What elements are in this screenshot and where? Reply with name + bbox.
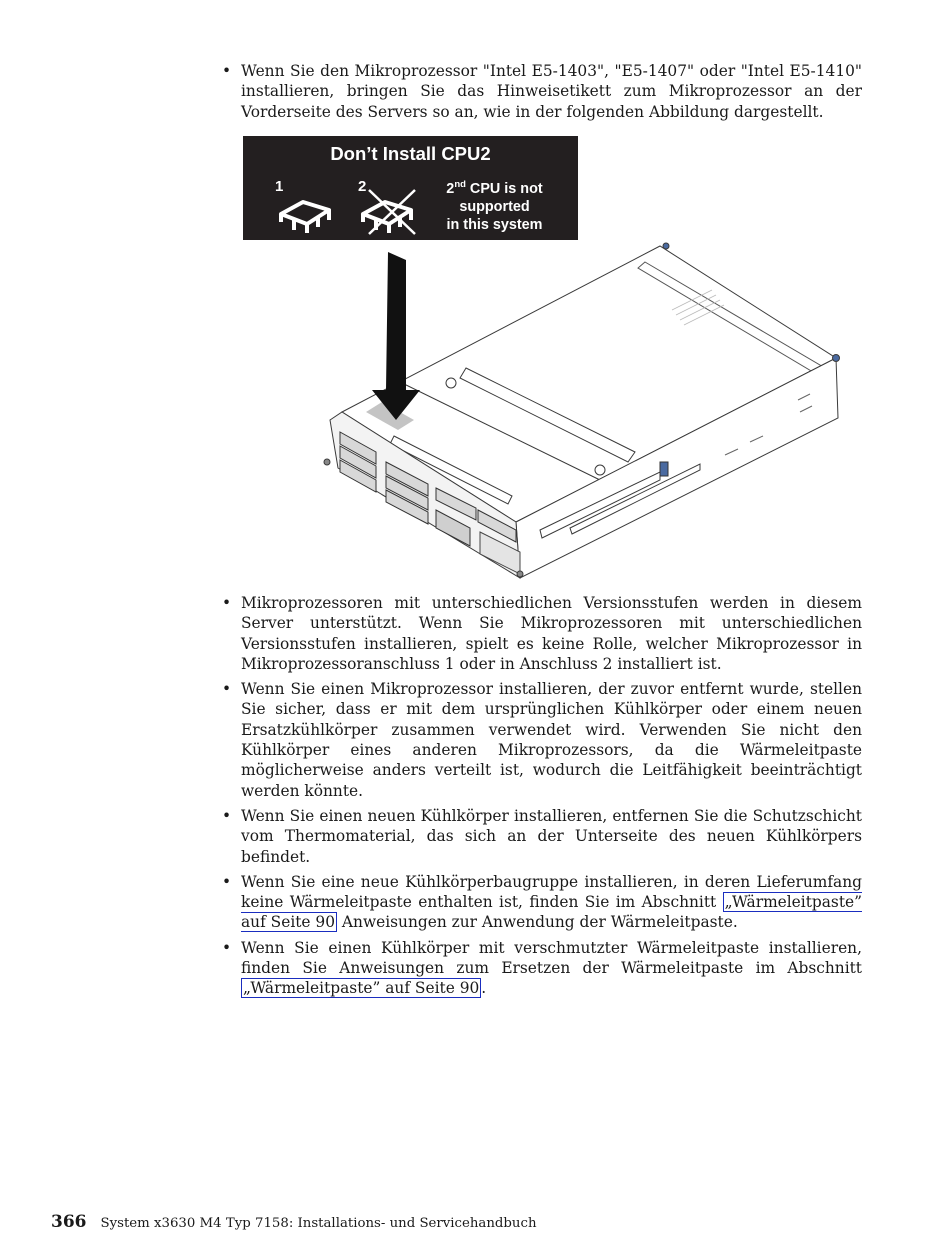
down-arrow-icon (370, 250, 430, 425)
bullet-text: Wenn Sie einen Kühlkörper mit verschmutzter Wärmeleitpaste installieren, finden Sie Anweisungen zum Ersetzen der Wärmeleitpaste im Abschnitt (241, 938, 862, 978)
cpu-warning-label (243, 136, 578, 240)
list-item (222, 806, 862, 867)
cpu-chip-crossed-icon (359, 186, 421, 238)
page-number: 366 (51, 1212, 87, 1232)
cpu1-number: 1 (275, 178, 284, 195)
list-item (222, 938, 862, 999)
bullet-text: . (481, 979, 487, 998)
cross-reference-link[interactable]: „Wärmeleitpaste” auf Seite 90 (241, 893, 862, 932)
cpu-chip-icon (277, 196, 335, 236)
bullet-text: Wenn Sie eine neue Kühlkörperbaugruppe installieren, in deren Lieferumfang keine Wärmeleitpaste enthalten ist, finden Sie im Abschnitt (241, 872, 862, 912)
list-item (222, 679, 862, 801)
note-line2: supported (459, 198, 530, 215)
label-title: Don’t Install CPU2 (330, 143, 491, 164)
intro-bullet-text: Wenn Sie den Mikroprozessor "Intel E5-1403", "E5-1407" oder "Intel E5-1410" installieren, bringen Sie das Hinweisetikett zum Mikroprozessor an der Vorderseite des Servers so an, wie in der folgenden Abbildung dargestellt. (241, 62, 862, 121)
note-superscript: nd (454, 179, 466, 190)
bullet-text: Mikroprozessoren mit unterschiedlichen Versionsstufen werden in diesem Server unterstützt. Wenn Sie Mikroprozessoren mit unterschiedlichen Versionsstufen installieren, spielt es keine Rolle, welcher Mikroprozessor in Mikroprozessoranschluss 1 oder in Anschluss 2 installiert ist. (241, 594, 862, 673)
note-line3: in this system (446, 216, 543, 233)
footer-title: System x3630 M4 Typ 7158: Installations- und Servicehandbuch (100, 1216, 537, 1231)
cpu2-number: 2 (358, 178, 367, 195)
list-item (222, 872, 862, 933)
note-bullet-list (222, 593, 862, 1004)
cpu-not-supported-note (428, 176, 561, 234)
bullet-text: Wenn Sie einen neuen Kühlkörper installieren, entfernen Sie die Schutzschicht vom Thermomaterial, das sich an der Unterseite des neuen Kühlkörpers befindet. (241, 806, 862, 866)
intro-bullet-item (222, 61, 862, 122)
note-ordinal: 2 (446, 180, 455, 197)
bullet-text: Wenn Sie einen Mikroprozessor installieren, der zuvor entfernt wurde, stellen Sie sicher, dass er mit dem ursprünglichen Kühlkörper oder einem neuen Ersatzkühlkörper zusammen verwendet wird. Verwenden Sie nicht den Kühlkörper eines anderen Mikroprozessors, da die Wärmeleitpaste möglicherweise anders verteilt ist, wodurch die Leitfähigkeit beeinträchtigt werden könnte. (241, 680, 862, 800)
page-footer (51, 1212, 537, 1232)
cross-reference-link[interactable]: „Wärmeleitpaste” auf Seite 90 (243, 979, 480, 998)
intro-bullet-list (222, 61, 862, 127)
list-item (222, 593, 862, 674)
bullet-text: Anweisungen zur Anwendung der Wärmeleitpaste. (337, 913, 738, 932)
note-line1: CPU is not (465, 180, 543, 197)
